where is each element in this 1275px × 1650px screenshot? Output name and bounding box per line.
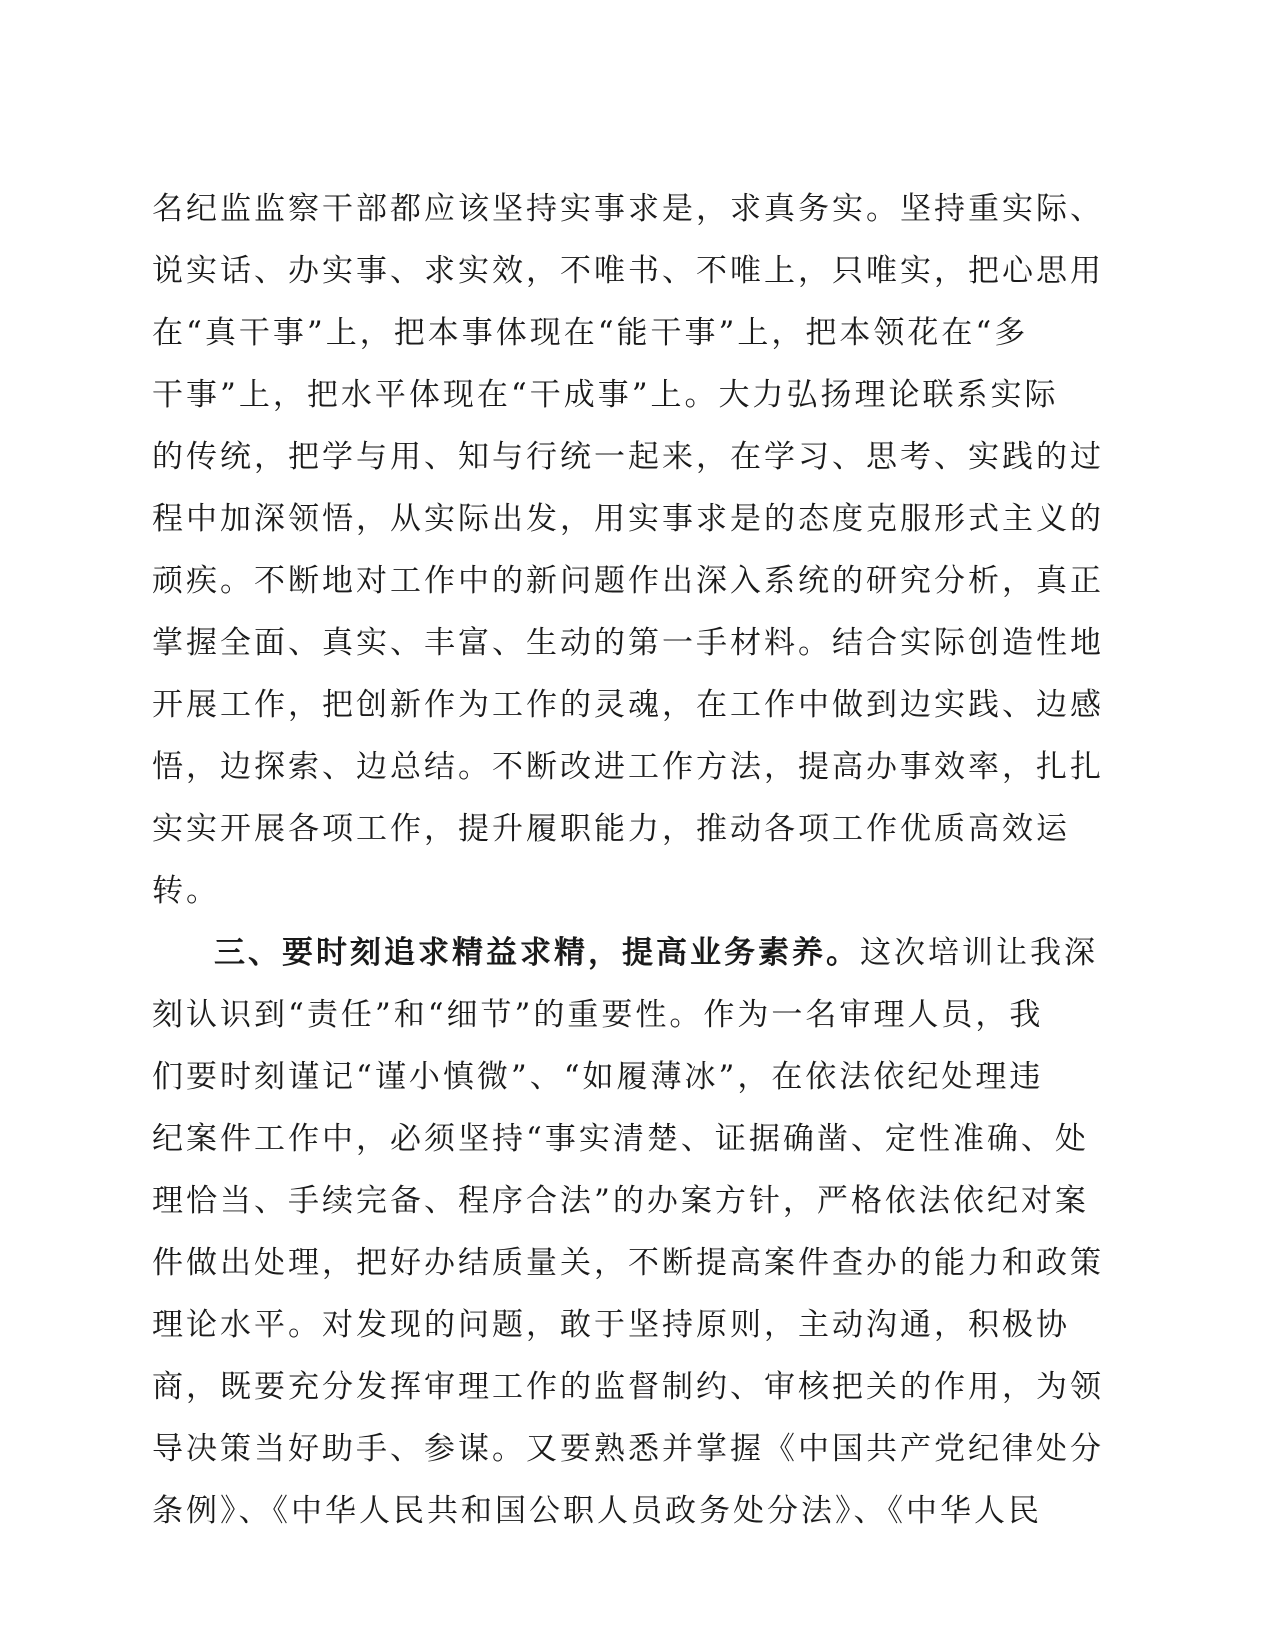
text-line: 悟，边探索、边总结。不断改进工作方法，提高办事效率，扎扎 [152,749,1104,785]
text-line: 导决策当好助手、参谋。又要熟悉并掌握《中国共产党纪律处分 [152,1431,1104,1467]
document-body [152,178,1104,1542]
text-line: 件做出处理，把好办结质量关，不断提高案件查办的能力和政策 [152,1245,1104,1281]
section-3-heading: 三、要时刻追求精益求精，提高业务素养。 [214,935,860,971]
text-line: 理论水平。对发现的问题，敢于坚持原则，主动沟通，积极协 [152,1307,1070,1343]
text-line: 说实话、办实事、求实效，不唯书、不唯上，只唯实，把心思用 [152,253,1104,289]
text-line: 掌握全面、真实、丰富、生动的第一手材料。结合实际创造性地 [152,625,1104,661]
section-3-first-text: 这次培训让我深 [860,935,1098,971]
text-line: 开展工作，把创新作为工作的灵魂，在工作中做到边实践、边感 [152,687,1104,723]
section-3-first-line [152,922,1098,984]
text-line: 理恰当、手续完备、程序合法”的办案方针，严格依法依纪对案 [152,1183,1089,1219]
text-line: 们要时刻谨记“谨小慎微”、“如履薄冰”，在依法依纪处理违 [152,1059,1044,1095]
text-line: 商，既要充分发挥审理工作的监督制约、审核把关的作用，为领 [152,1369,1104,1405]
text-line: 在“真干事”上，把本事体现在“能干事”上，把本领花在“多 [152,315,1029,351]
text-line: 条例》、《中华人民共和国公职人员政务处分法》、《中华人民 [152,1493,1042,1529]
text-line: 干事”上，把水平体现在“干成事”上。大力弘扬理论联系实际 [152,377,1059,413]
text-line: 实实开展各项工作，提升履职能力，推动各项工作优质高效运 [152,811,1070,847]
text-line: 刻认识到“责任”和“细节”的重要性。作为一名审理人员，我 [152,997,1044,1033]
text-line: 程中加深领悟，从实际出发，用实事求是的态度克服形式主义的 [152,501,1104,537]
text-line: 顽疾。不断地对工作中的新问题作出深入系统的研究分析，真正 [152,563,1104,599]
text-line: 名纪监监察干部都应该坚持实事求是，求真务实。坚持重实际、 [152,191,1104,227]
text-line: 转。 [152,873,220,909]
text-line: 纪案件工作中，必须坚持“事实清楚、证据确凿、定性准确、处 [152,1121,1089,1157]
text-line: 的传统，把学与用、知与行统一起来，在学习、思考、实践的过 [152,439,1104,475]
